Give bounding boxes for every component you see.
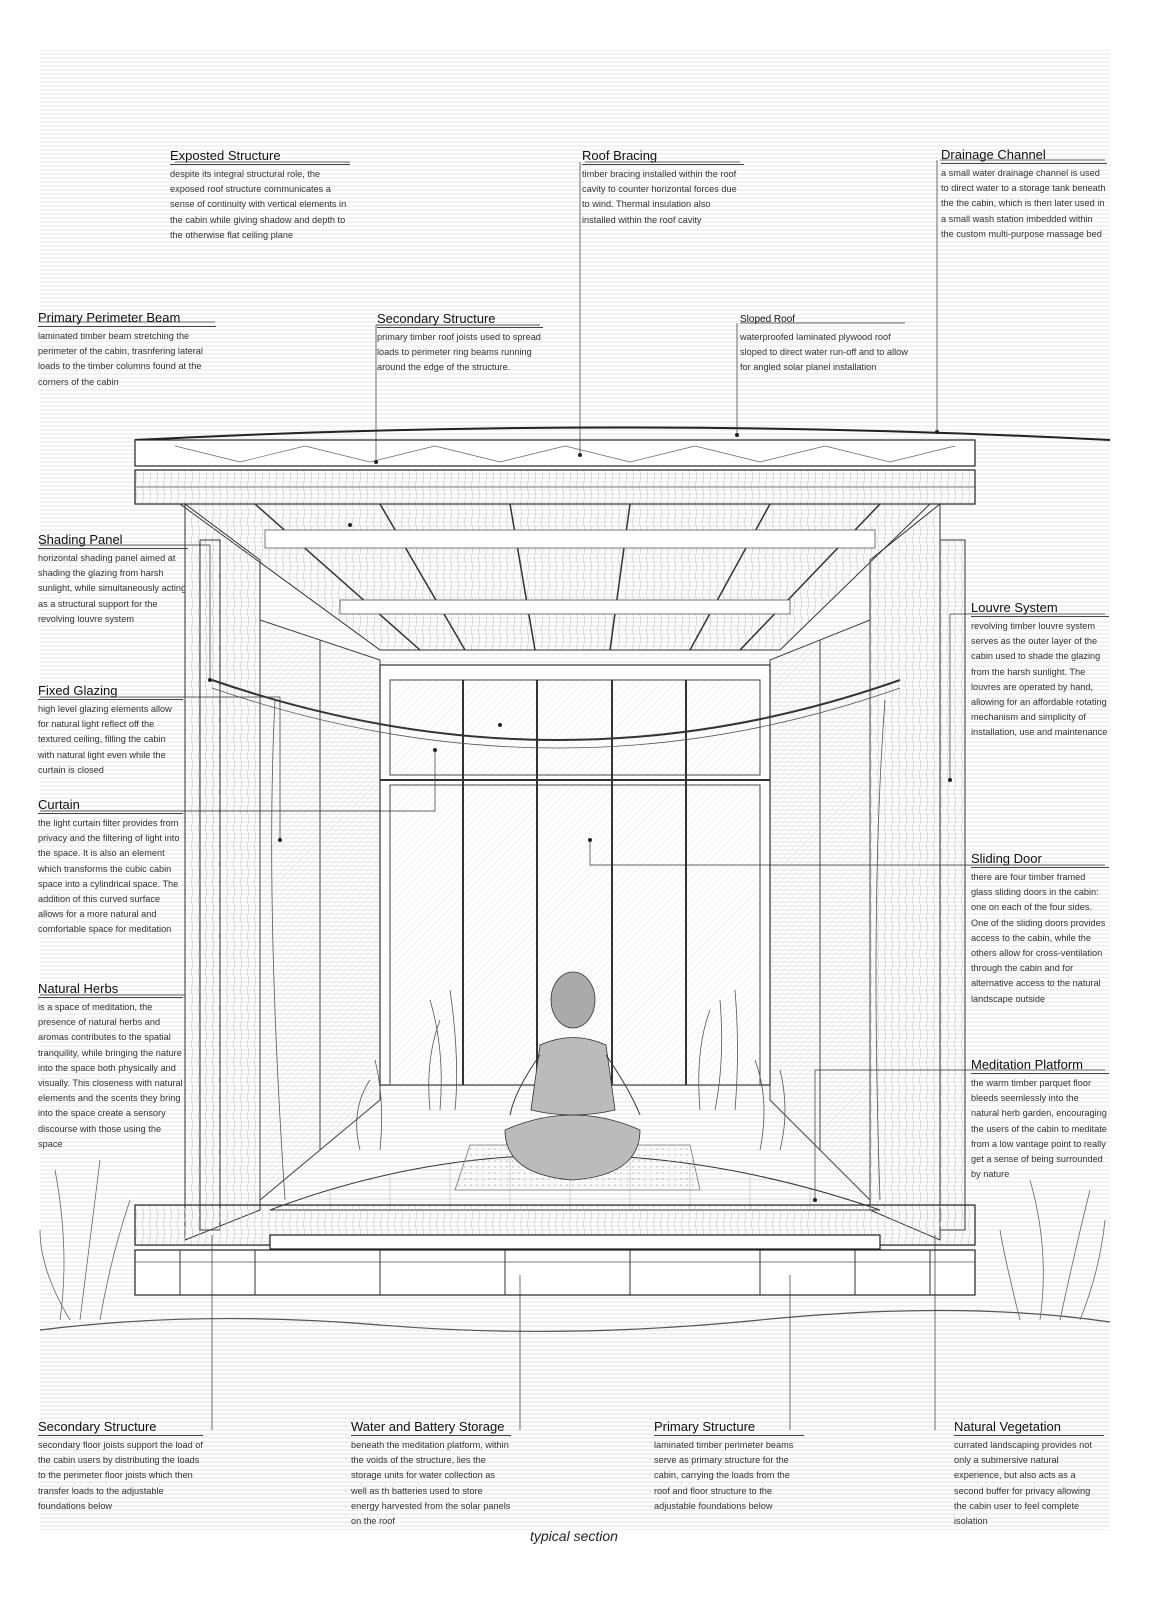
annotation-drainage-channel — [941, 146, 1107, 242]
annotation-primary-structure — [654, 1418, 804, 1514]
annotation-title: Sliding Door — [971, 851, 1109, 868]
annotation-natural-herbs — [38, 980, 183, 1152]
annotation-body: the light curtain filter provides from privacy and the filtering of light into the space. It is also an element which transforms the cubic cabin space into a cylindrical space. The addition of this curved surface allows for a more natural and comfortable space for meditation — [38, 818, 180, 935]
annotation-body: high level glazing elements allow for natural light reflect off the textured ceiling, filling the cabin with natural light even while the curtain is closed — [38, 704, 172, 775]
annotation-curtain — [38, 796, 183, 938]
annotation-title: Water and Battery Storage — [351, 1419, 511, 1436]
annotation-body: horizontal shading panel aimed at shading the glazing from harsh sunlight, while simultaneously acting as a structural support for the revolving louvre system — [38, 553, 187, 624]
annotation-body: a small water drainage channel is used to direct water to a storage tank beneath the the cabin, which is then later used in a small wash station imbedded within the custom multi-purpose massage bed — [941, 168, 1106, 239]
annotation-body: laminated timber perimeter beams serve as primary structure for the cabin, carrying the loads from the roof and floor structure to the adjustable foundations below — [654, 1440, 794, 1511]
annotation-primary-perimeter-beam — [38, 309, 216, 390]
annotation-title: Natural Herbs — [38, 981, 183, 998]
annotation-title: Roof Bracing — [582, 148, 744, 165]
annotation-title: Shading Panel — [38, 532, 188, 549]
annotation-title: Fixed Glazing — [38, 683, 183, 700]
annotation-body: secondary floor joists support the load of the cabin users by distributing the loads to the perimeter floor joists which then transfer loads to the adjustable foundations below — [38, 1440, 203, 1511]
annotation-fixed-glazing — [38, 682, 183, 778]
annotation-sliding-door — [971, 850, 1109, 1007]
annotation-title: Primary Perimeter Beam — [38, 310, 216, 327]
annotation-sloped-roof — [740, 309, 908, 376]
annotation-title: Exposted Structure — [170, 148, 350, 165]
annotation-secondary-structure-roof — [377, 310, 543, 376]
annotation-body: there are four timber framed glass sliding doors in the cabin: one on each of the four sides. One of the sliding doors provides access to the cabin, while the others allow for cross-ventilation through the cabin and for alternative access to the natural landscape outside — [971, 872, 1106, 1004]
annotation-exposed-structure — [170, 147, 350, 243]
annotation-louvre-system — [971, 599, 1109, 741]
drawing-caption: typical section — [530, 1528, 618, 1544]
annotation-body: the warm timber parquet floor bleeds seemlessly into the natural herb garden, encouraging the users of the cabin to meditate from a low vantage point to really get a sense of being surrounded by nature — [971, 1078, 1107, 1180]
annotation-body: revolving timber louvre system serves as the outer layer of the cabin used to shade the glazing from the harsh sunlight. The louvres are operated by hand, allowing for an affordable rotating mechanism and simplicity of installation, use and maintenance — [971, 621, 1108, 738]
annotation-title: Natural Vegetation — [954, 1419, 1104, 1436]
annotation-body: despite its integral structural role, the exposed roof structure communicates a sense of continuity with vertical elements in the cabin while giving shadow and depth to the otherwise flat ceiling plane — [170, 169, 347, 240]
annotation-body: waterproofed laminated plywood roof sloped to direct water run-off and to allow for angled solar planel installation — [740, 332, 908, 373]
annotation-body: laminated timber beam stretching the perimeter of the cabin, trasnfering lateral loads to the timber columns found at the corners of the cabin — [38, 331, 203, 387]
annotation-title: Curtain — [38, 797, 183, 814]
annotation-title: Secondary Structure — [377, 311, 543, 328]
annotation-shading-panel — [38, 531, 188, 627]
annotation-title: Meditation Platform — [971, 1057, 1109, 1074]
annotation-natural-vegetation — [954, 1418, 1104, 1529]
annotation-water-battery-storage — [351, 1418, 511, 1529]
annotation-body: beneath the meditation platform, within the voids of the structure, lies the storage units for water collection as well as th batteries used to store energy harvested from the solar panels on the roof — [351, 1440, 511, 1527]
annotation-secondary-structure-floor — [38, 1418, 203, 1514]
annotation-body: timber bracing installed within the roof cavity to counter horizontal forces due to wind. Thermal insulation also installed within the roof cavity — [582, 169, 737, 225]
annotation-roof-bracing — [582, 147, 744, 228]
annotation-title: Sloped Roof — [740, 314, 796, 325]
annotation-title: Secondary Structure — [38, 1419, 203, 1436]
annotation-title: Primary Structure — [654, 1419, 804, 1436]
annotation-title: Drainage Channel — [941, 147, 1107, 164]
annotation-body: is a space of meditation, the presence of natural herbs and aromas contributes to the spatial tranquility, while bringing the nature into the space both physically and visually. This closeness with natural elements and the scents they bring into the space create a sensory discourse with those using the space — [38, 1002, 183, 1149]
annotation-title: Louvre System — [971, 600, 1109, 617]
annotation-body: primary timber roof joists used to spread loads to perimeter ring beams running around the edge of the structure. — [377, 332, 541, 373]
annotation-meditation-platform — [971, 1056, 1109, 1182]
annotation-body: currated landscaping provides not only a submersive natural experience, but also acts as a second buffer for privacy allowing the cabin user to feel complete isolation — [954, 1440, 1092, 1527]
